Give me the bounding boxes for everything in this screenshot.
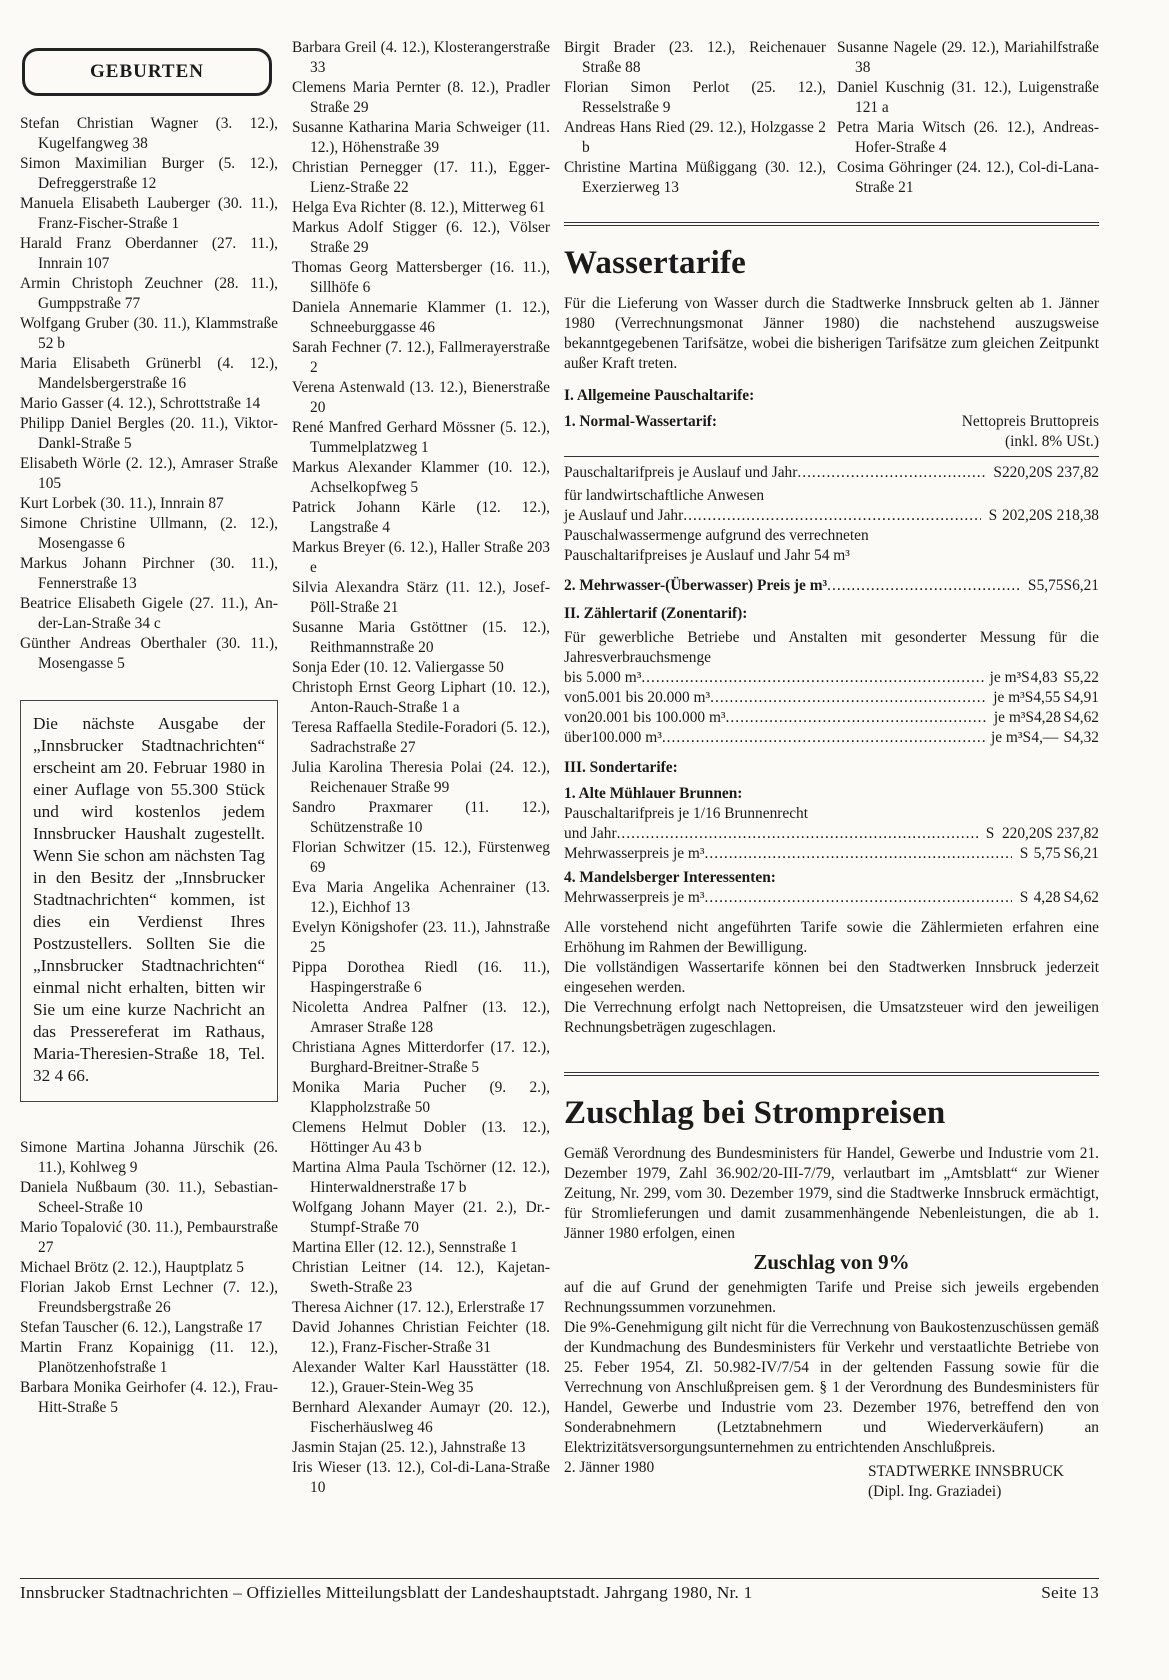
birth-entry: Evelyn Königshofer (23. 11.), Jahnstraße 25 — [292, 919, 550, 956]
birth-entry: Susanne Nagele (29. 12.), Mariahilfstraße 38 — [837, 39, 1099, 76]
mehrwasser-net: 5,75 — [1036, 577, 1064, 594]
birth-entry: Mario Gasser (4. 12.), Schrottstraße 14 — [20, 395, 261, 412]
zone-gross-currency: S — [1063, 709, 1073, 726]
birth-entry: Stefan Christian Wagner (3. 12.), Kugelfangweg 38 — [20, 115, 278, 152]
muehlau-row-1-gross: S 237,82 — [1044, 825, 1099, 842]
right-articles — [564, 222, 1099, 1502]
muehlau-row-2 — [564, 844, 1099, 864]
zone-row — [564, 668, 1099, 688]
mandelsberg-row — [564, 888, 1099, 908]
birth-entry: Helga Eva Richter (8. 12.), Mitterweg 61 — [292, 199, 546, 216]
birth-entry: Barbara Monika Geirhofer (4. 12.), Frau-Hitt-Straße 5 — [20, 1379, 278, 1416]
zone-unit: je m³ — [993, 709, 1026, 726]
zone-row — [564, 708, 1099, 728]
birth-entry: Wolfgang Johann Mayer (21. 2.), Dr.-Stumpf-Straße 70 — [292, 1199, 550, 1236]
wasser-intro: Für die Lieferung von Wasser durch die Stadtwerke Innsbruck gelten ab 1. Jänner 1980 (Verrechnungsmonat Jänner 1980) die nachstehend auszugsweise bekanntgegebenen Tarifsätze, wobei die bisherigen Tarifsätze zum gleichen Zeitpunkt außer Kraft treten. — [564, 295, 1099, 372]
tariff-row-2-net: 202,20 — [1001, 507, 1045, 524]
birth-entry: Simon Maximilian Burger (5. 12.), Defreggerstraße 12 — [20, 155, 278, 192]
births-column-3 — [564, 38, 826, 198]
mehrwasser-gross-currency: S — [1063, 577, 1073, 594]
strom-headline: Zuschlag von 9% — [753, 1250, 910, 1274]
birth-entry: Florian Jakob Ernst Lechner (7. 12.), Freundsbergstraße 26 — [20, 1279, 278, 1316]
leader-dots — [726, 708, 988, 728]
birth-entry: Mario Topalović (30. 11.), Pembaurstraße 27 — [20, 1219, 278, 1256]
mehrwasser-row — [564, 576, 1099, 596]
muehlau-row-2-gross-currency: S — [1063, 845, 1073, 862]
tariff-note-1: Pauschalwassermenge aufgrund des verrechneten — [564, 527, 869, 544]
zone-label: bis — [564, 669, 582, 686]
birth-entry: Patrick Johann Kärle (12. 12.), Langstraße 4 — [292, 499, 550, 536]
birth-entry: Beatrice Elisabeth Gigele (27. 11.), An-der-Lan-Straße 34 c — [20, 595, 278, 632]
wasser-sec3-4: 4. Mandelsberger Interessenten: — [564, 869, 776, 886]
mandelsberg-label: Mehrwasserpreis je m³ — [564, 889, 705, 906]
zone-currency: S — [1021, 669, 1030, 686]
birth-entry: Christoph Ernst Georg Liphart (10. 12.), Anton-Rauch-Straße 1 a — [292, 679, 550, 716]
zone-range: 5.001 bis 20.000 m³ — [587, 689, 711, 706]
zone-gross-currency: S — [1063, 689, 1073, 706]
tariff-row-1-label: Pauschaltarifpreis je Auslauf und Jahr — [564, 464, 798, 481]
leader-dots — [797, 463, 985, 483]
birth-entry: Markus Breyer (6. 12.), Haller Straße 203 e — [292, 539, 550, 576]
births-list-4 — [837, 38, 1099, 198]
mandelsberg-gross: 4,62 — [1072, 889, 1099, 906]
strom-p3: Die 9%-Genehmigung gilt nicht für die Verrechnung von Baukostenzuschüssen gemäß der Kundmachung des Bundesministers für Verkehr und verstaatlichte Betriebe von 25. Feber 1954, Zl. 50.982-IV/7/54 in der geltenden Fassung sowie für die Verrechnung von Anschlußpreisen gem. § 1 der Verordnung des Bundesministers für Handel, Gewerbe und Industrie vom 23. Dezember 1976, betreffend den von Sonderabnehmern (Letztabnehmern und Wiederverkäufern) an Elektrizitätsversorgungsunternehmen zu entrichtenden Anschlußpreis. — [564, 1319, 1099, 1456]
muehlau-row-1-label: und Jahr — [564, 825, 617, 842]
strom-p1: Gemäß Verordnung des Bundesministers für Handel, Gewerbe und Industrie vom 21. Dezember 1979, Zahl 36.902/20-III-7/79, verlautbart im „Amtsblatt“ zur Wiener Zeitung, Nr. 299, vom 30. Dezember 1979, sind die Stadtwerke Innsbruck ermächtigt, für Stromlieferungen und damit zusammenhängende Nebenleistungen, die ab 1. Jänner 1980 erfolgen, einen — [564, 1145, 1099, 1242]
birth-entry: David Johannes Christian Feichter (18. 12.), Franz-Fischer-Straße 31 — [292, 1319, 550, 1356]
leader-dots — [705, 888, 1012, 908]
births-list-2 — [292, 38, 550, 1498]
tariff-row-1-currency: S — [993, 464, 1002, 481]
page-footer — [20, 1578, 1099, 1603]
births-list-1b — [20, 1138, 278, 1418]
birth-entry: Christiana Agnes Mitterdorfer (17. 12.), Burghard-Breitner-Straße 5 — [292, 1039, 550, 1076]
wasser-closing-2: Die vollständigen Wassertarife können bei den Stadtwerken Innsbruck jederzeit eingesehen werden. — [564, 959, 1099, 996]
muehlau-row-2-label: Mehrwasserpreis je m³ — [564, 845, 705, 862]
zone-gross: 5,22 — [1072, 669, 1099, 686]
zone-net: 4,— — [1031, 729, 1059, 746]
footer-title: Innsbrucker Stadtnachrichten – Offizielles Mitteilungsblatt der Landeshauptstadt. Jahrgang 1980, Nr. 1 — [20, 1583, 753, 1602]
section-divider-2 — [564, 1072, 1099, 1076]
zone-label: von — [564, 709, 588, 726]
mandelsberg-gross-currency: S — [1063, 889, 1073, 906]
zone-currency: S — [1022, 729, 1032, 746]
birth-entry: René Manfred Gerhard Mössner (5. 12.), Tummelplatzweg 1 — [292, 419, 550, 456]
births-heading: GEBURTEN — [22, 48, 272, 96]
zone-currency: S — [1024, 689, 1034, 706]
zone-range: 5.000 m³ — [586, 669, 642, 686]
birth-entry: Christian Leitner (14. 12.), Kajetan-Sweth-Straße 23 — [292, 1259, 550, 1296]
price-head-1: Nettopreis Bruttopreis — [961, 413, 1099, 430]
birth-entry: Christian Pernegger (17. 11.), Egger-Lienz-Straße 22 — [292, 159, 550, 196]
birth-entry: Manuela Elisabeth Lauberger (30. 11.), Franz-Fischer-Straße 1 — [20, 195, 278, 232]
mandelsberg-net: 4,28 — [1033, 889, 1061, 906]
zone-net: 4,55 — [1033, 689, 1061, 706]
tariff-row-2-currency: S — [988, 507, 998, 524]
mandelsberg-currency: S — [1019, 889, 1029, 906]
birth-entry: Martin Franz Kopainigg (11. 12.), Planötzenhofstraße 1 — [20, 1339, 278, 1376]
birth-entry: Eva Maria Angelika Achenrainer (13. 12.), Eichhof 13 — [292, 879, 550, 916]
leader-dots — [617, 824, 978, 844]
birth-entry: Günther Andreas Oberthaler (30. 11.), Mosengasse 5 — [20, 635, 278, 672]
birth-entry: Sonja Eder (10. 12. Valiergasse 50 — [292, 659, 504, 676]
birth-entry: Petra Maria Witsch (26. 12.), Andreas-Hofer-Straße 4 — [837, 119, 1099, 156]
wasser-sec2: II. Zählertarif (Zonentarif): — [564, 605, 748, 622]
muehlau-row-2-net: 5,75 — [1033, 845, 1061, 862]
next-issue-notice: Die nächste Ausgabe der „Innsbrucker Stadtnachrichten“ erscheint am 20. Februar 1980 in einer Auflage von 55.300 Stück und wird kostenlos jedem Innsbrucker Haushalt zugestellt. Wenn Sie schon am nächsten Tag in den Besitz der „Innsbrucker Stadtnachrichten“ kommen, ist dies ein Verdienst Ihres Postzustellers. Sollten Sie die „Innsbrucker Stadtnachrichten“ einmal nicht erhalten, bitten wir Sie um eine kurze Nachricht an das Pressereferat im Rathaus, Maria-Theresien-Straße 18, Tel. 32 4 66. — [20, 700, 278, 1102]
section-divider — [564, 222, 1099, 226]
muehlau-row-1-currency: S — [985, 825, 995, 842]
births-column-4 — [837, 38, 1099, 198]
wasser-closing-3: Die Verrechnung erfolgt nach Nettopreisen, die Umsatzsteuer wird den jeweiligen Rechnungsbeträgen zugeschlagen. — [564, 999, 1099, 1036]
tariff-row-2-gross: S 218,38 — [1044, 507, 1099, 524]
zone-gross: 4,62 — [1072, 709, 1099, 726]
birth-entry: Daniela Nußbaum (30. 11.), Sebastian-Scheel-Straße 10 — [20, 1179, 278, 1216]
birth-entry: Jasmin Stajan (25. 12.), Jahnstraße 13 — [292, 1439, 526, 1456]
tariff-row-1-gross: S 237,82 — [1044, 464, 1099, 481]
births-column-2 — [292, 38, 550, 1498]
birth-entry: Michael Brötz (2. 12.), Hauptplatz 5 — [20, 1259, 244, 1276]
birth-entry: Elisabeth Wörle (2. 12.), Amraser Straße 105 — [20, 455, 278, 492]
birth-entry: Iris Wieser (13. 12.), Col-di-Lana-Straße 10 — [292, 1459, 550, 1496]
birth-entry: Stefan Tauscher (6. 12.), Langstraße 17 — [20, 1319, 263, 1336]
wasser-sec1: I. Allgemeine Pauschaltarife: — [564, 387, 755, 404]
wasser-sec3-1-line: Pauschaltarifpreis je 1/16 Brunnenrecht — [564, 805, 809, 822]
strom-title: Zuschlag bei Strompreisen — [564, 1095, 946, 1131]
birth-entry: Susanne Katharina Maria Schweiger (11. 12.), Höhenstraße 39 — [292, 119, 550, 156]
muehlau-row-2-gross: 6,21 — [1072, 845, 1099, 862]
price-head-2: (inkl. 8% USt.) — [1004, 433, 1099, 450]
zone-gross: 4,91 — [1072, 689, 1099, 706]
signature-name: (Dipl. Ing. Graziadei) — [868, 1483, 1002, 1500]
birth-entry: Daniela Annemarie Klammer (1. 12.), Schneeburggasse 46 — [292, 299, 550, 336]
page-number: Seite 13 — [1041, 1583, 1099, 1602]
zone-range: 100.000 m³ — [591, 729, 662, 746]
birth-entry: Silvia Alexandra Stärz (11. 12.), Josef-Pöll-Straße 21 — [292, 579, 550, 616]
birth-entry: Julia Karolina Theresia Polai (24. 12.), Reichenauer Straße 99 — [292, 759, 550, 796]
table-rule — [564, 456, 1099, 457]
birth-entry: Bernhard Alexander Aumayr (20. 12.), Fischerhäuslweg 46 — [292, 1399, 550, 1436]
zone-table — [564, 668, 1099, 748]
tariff-row-2-label: je Auslauf und Jahr — [564, 507, 684, 524]
mehrwasser-gross: 6,21 — [1072, 577, 1099, 594]
muehlau-row-2-currency: S — [1019, 845, 1029, 862]
birth-entry: Florian Schwitzer (15. 12.), Fürstenweg 69 — [292, 839, 550, 876]
birth-entry: Martina Alma Paula Tschörner (12. 12.), Hinterwaldnerstraße 17 b — [292, 1159, 550, 1196]
zone-gross-currency: S — [1063, 729, 1073, 746]
birth-entry: Kurt Lorbek (30. 11.), Innrain 87 — [20, 495, 224, 512]
birth-entry: Christine Martina Müßiggang (30. 12.), Exerzierweg 13 — [564, 159, 826, 196]
birth-entry: Maria Elisabeth Grünerbl (4. 12.), Mandelsbergerstraße 16 — [20, 355, 278, 392]
zone-unit: je m³ — [993, 689, 1025, 706]
signature-org: STADTWERKE INNSBRUCK — [868, 1463, 1064, 1480]
tariff-row-1 — [564, 463, 1099, 483]
leader-dots — [662, 728, 985, 748]
birth-entry: Verena Astenwald (13. 12.), Bienerstraße 20 — [292, 379, 550, 416]
leader-dots — [705, 844, 1012, 864]
leader-dots — [827, 576, 1020, 596]
birth-entry: Simone Martina Johanna Jürschik (26. 11.), Kohlweg 9 — [20, 1139, 278, 1176]
birth-entry: Sandro Praxmarer (11. 12.), Schützenstraße 10 — [292, 799, 550, 836]
birth-entry: Florian Simon Perlot (25. 12.), Resselstraße 9 — [564, 79, 826, 116]
zone-gross: 4,32 — [1072, 729, 1099, 746]
zone-row — [564, 728, 1099, 748]
tariff-note-2: Pauschaltarifpreises je Auslauf und Jahr 54 m³ — [564, 547, 850, 564]
birth-entry: Andreas Hans Ried (29. 12.), Holzgasse 2 b — [564, 119, 826, 156]
birth-entry: Daniel Kuschnig (31. 12.), Luigenstraße 121 a — [837, 79, 1099, 116]
tariff-row-2 — [564, 506, 1099, 526]
birth-entry: Markus Adolf Stigger (6. 12.), Völser Straße 29 — [292, 219, 550, 256]
tariff-row-2-line1: für landwirtschaftliche Anwesen — [564, 487, 765, 504]
strom-p2: auf die auf Grund der genehmigten Tarife und Preise sich jeweils ergebenden Rechnungssummen vorzunehmen. — [564, 1279, 1099, 1316]
zone-currency: S — [1025, 709, 1034, 726]
birth-entry: Clemens Helmut Dobler (13. 12.), Höttinger Au 43 b — [292, 1119, 550, 1156]
wasser-closing-1: Alle vorstehend nicht angeführten Tarife sowie die Zählermieten erfahren eine Erhöhung im Rahmen der Bewilligung. — [564, 919, 1099, 956]
leader-dots — [683, 506, 980, 526]
birth-entry: Philipp Daniel Bergles (20. 11.), Viktor-Dankl-Straße 5 — [20, 415, 278, 452]
mehrwasser-label: 2. Mehrwasser-(Überwasser) Preis je m³ — [564, 577, 828, 594]
mehrwasser-currency: S — [1027, 577, 1037, 594]
birth-entry: Birgit Brader (23. 12.), Reichenauer Straße 88 — [564, 39, 826, 76]
birth-entry: Martina Eller (12. 12.), Sennstraße 1 — [292, 1239, 518, 1256]
birth-entry: Monika Maria Pucher (9. 2.), Klappholzstraße 50 — [292, 1079, 550, 1116]
zone-gross-currency: S — [1063, 669, 1073, 686]
strom-date: 2. Jänner 1980 — [564, 1459, 655, 1476]
zone-net: 4,83 — [1030, 669, 1058, 686]
birth-entry: Clemens Maria Pernter (8. 12.), Pradler Straße 29 — [292, 79, 550, 116]
birth-entry: Pippa Dorothea Riedl (16. 11.), Haspingerstraße 6 — [292, 959, 550, 996]
wasser-sec1-1: 1. Normal-Wassertarif: — [564, 413, 718, 430]
zone-label: über — [564, 729, 592, 746]
zone-range: 20.001 bis 100.000 m³ — [587, 709, 726, 726]
birth-entry: Teresa Raffaella Stedile-Foradori (5. 12.), Sadrachstraße 27 — [292, 719, 550, 756]
birth-entry: Cosima Göhringer (24. 12.), Col-di-Lana-Straße 21 — [837, 159, 1099, 196]
birth-entry: Simone Christine Ullmann, (2. 12.), Mosengasse 6 — [20, 515, 278, 552]
wasser-sec3-1: 1. Alte Mühlauer Brunnen: — [564, 785, 743, 802]
birth-entry: Thomas Georg Mattersberger (16. 11.), Sillhöfe 6 — [292, 259, 550, 296]
birth-entry: Barbara Greil (4. 12.), Klosterangerstraße 33 — [292, 39, 550, 76]
wasser-sec3: III. Sondertarife: — [564, 759, 678, 776]
birth-entry: Nicoletta Andrea Palfner (13. 12.), Amraser Straße 128 — [292, 999, 550, 1036]
birth-entry: Markus Alexander Klammer (10. 12.), Achselkopfweg 5 — [292, 459, 550, 496]
muehlau-row-1 — [564, 824, 1099, 844]
muehlau-row-1-net: 220,20 — [1001, 825, 1045, 842]
wasser-sec2-text: Für gewerbliche Betriebe und Anstalten mit gesonderter Messung für die Jahresverbrauchsmenge — [564, 629, 1099, 666]
births-list-3 — [564, 38, 826, 198]
zone-unit: je m³ — [989, 669, 1022, 686]
leader-dots — [710, 688, 987, 708]
birth-entry: Armin Christoph Zeuchner (28. 11.), Gumppstraße 77 — [20, 275, 278, 312]
zone-row — [564, 688, 1099, 708]
birth-entry: Alexander Walter Karl Hausstätter (18. 12.), Grauer-Stein-Weg 35 — [292, 1359, 550, 1396]
zone-unit: je m³ — [990, 729, 1023, 746]
zone-label: von — [564, 689, 588, 706]
tariff-row-1-net: 220,20 — [1001, 464, 1045, 481]
zone-net: 4,28 — [1033, 709, 1061, 726]
birth-entry: Markus Johann Pirchner (30. 11.), Fennerstraße 13 — [20, 555, 278, 592]
birth-entry: Harald Franz Oberdanner (27. 11.), Innrain 107 — [20, 235, 278, 272]
birth-entry: Theresa Aichner (17. 12.), Erlerstraße 17 — [292, 1299, 545, 1316]
birth-entry: Susanne Maria Gstöttner (15. 12.), Reithmannstraße 20 — [292, 619, 550, 656]
birth-entry: Sarah Fechner (7. 12.), Fallmerayerstraße 2 — [292, 339, 550, 376]
wasser-sec1-1-row — [564, 412, 1099, 432]
births-column-1 — [20, 38, 278, 1418]
signature-block — [564, 1458, 1099, 1502]
births-list-1a — [20, 114, 278, 674]
leader-dots — [641, 668, 983, 688]
birth-entry: Wolfgang Gruber (30. 11.), Klammstraße 52 b — [20, 315, 278, 352]
wasser-title: Wassertarife — [564, 245, 746, 281]
